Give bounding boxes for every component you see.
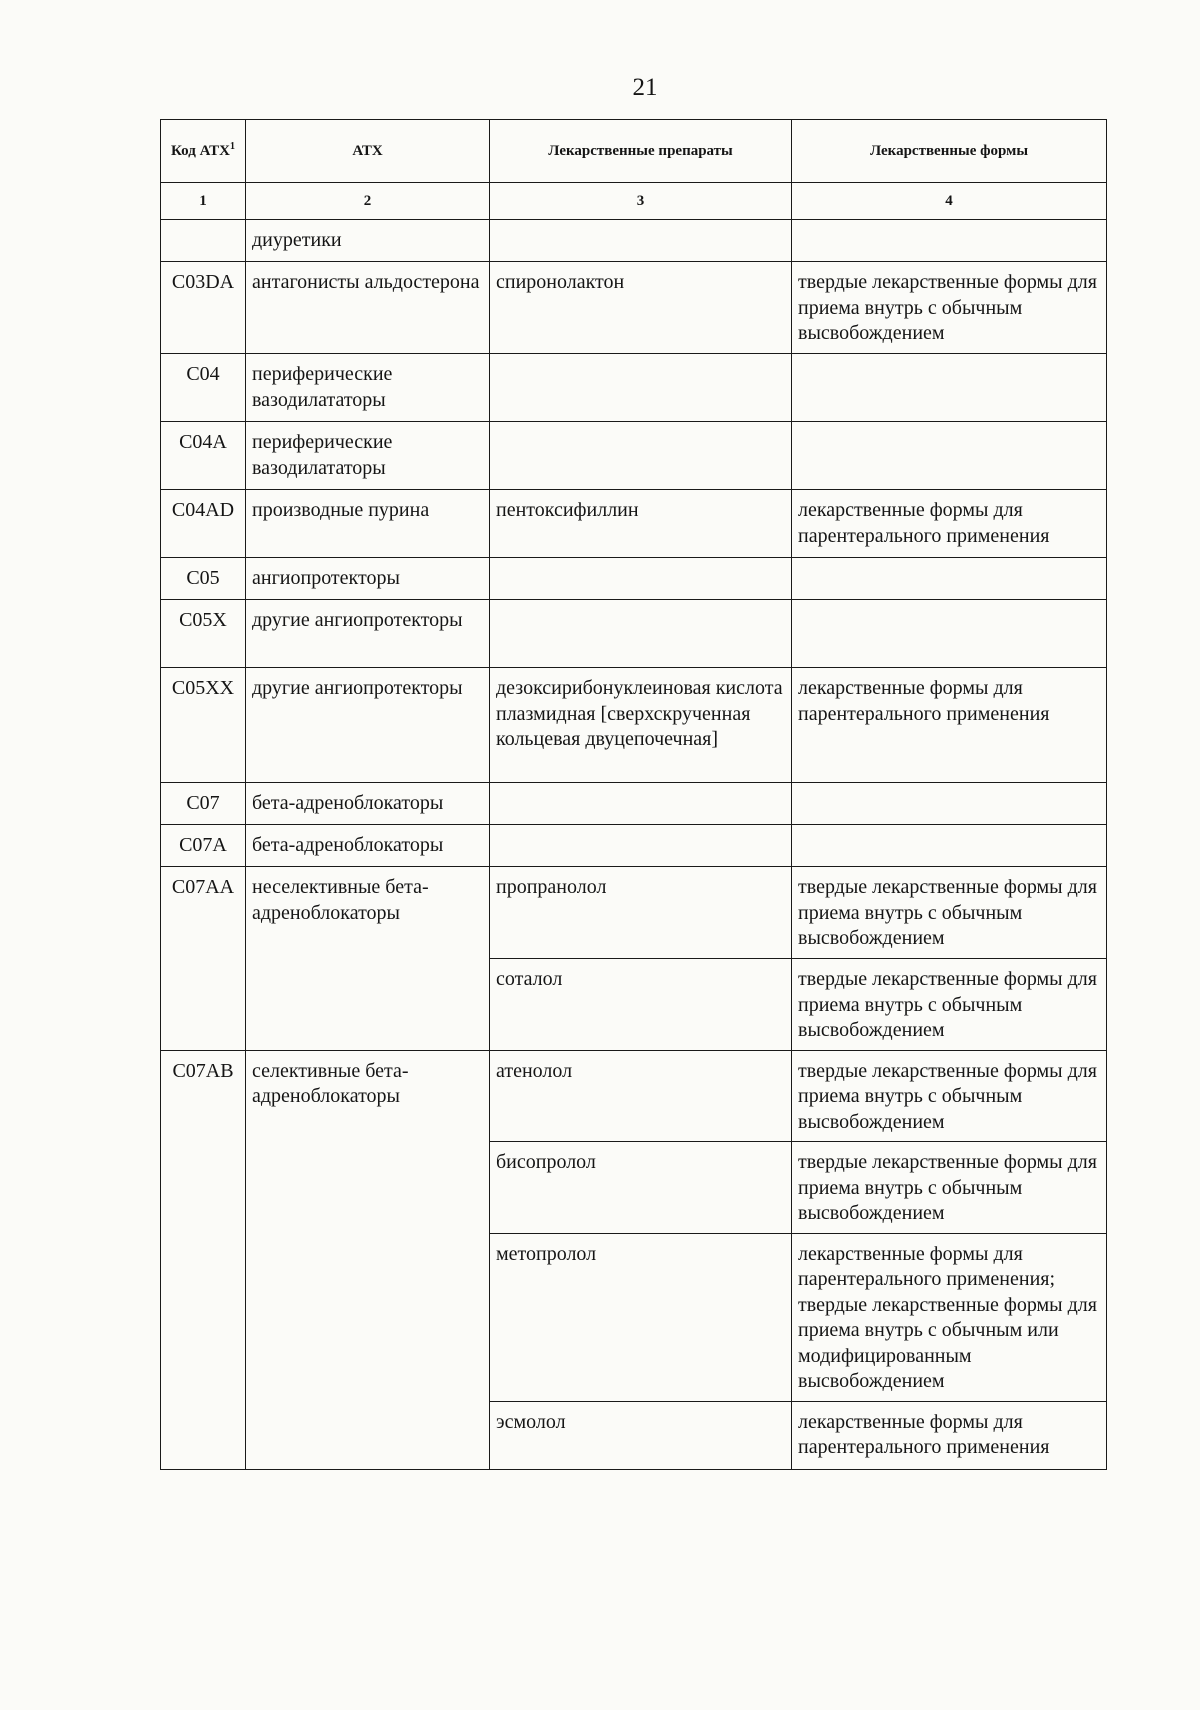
column-number: 4: [792, 183, 1107, 220]
table-row: [161, 558, 1107, 600]
table-row: [161, 354, 1107, 422]
column-number-row: [161, 183, 1107, 220]
atc-name-cell: ангиопротекторы: [246, 558, 490, 600]
drug-cell: [490, 783, 792, 825]
atc-code-cell: C07AA: [161, 867, 246, 1051]
header-code: Код АТХ$^1$: [161, 120, 246, 183]
atc-code-cell: C04AD: [161, 490, 246, 558]
drug-cell: атенолол: [490, 1050, 792, 1142]
drug-cell: эсмолол: [490, 1401, 792, 1469]
drug-cell: [490, 354, 792, 422]
page-number: 21: [632, 74, 658, 101]
atc-name-cell: другие ангиопротекторы: [246, 600, 490, 668]
atc-code-cell: C05XX: [161, 668, 246, 783]
atc-name-cell: неселективные бета-адреноблокаторы: [246, 867, 490, 1051]
table-row: [161, 490, 1107, 558]
form-cell: [792, 220, 1107, 262]
form-cell: лекарственные формы для парентерального применения: [792, 668, 1107, 783]
atc-code-cell: C05X: [161, 600, 246, 668]
table-row: [161, 668, 1107, 783]
form-cell: [792, 422, 1107, 490]
atc-name-cell: периферические вазодилататоры: [246, 422, 490, 490]
header-atc: АТХ: [246, 120, 490, 183]
column-number: 1: [161, 183, 246, 220]
atc-name-cell: другие ангиопротекторы: [246, 668, 490, 783]
atc-table: [160, 119, 1107, 1470]
drug-cell: [490, 600, 792, 668]
drug-cell: [490, 558, 792, 600]
table-row: [161, 600, 1107, 668]
drug-cell: [490, 422, 792, 490]
drug-cell: спиронолактон: [490, 262, 792, 354]
form-cell: твердые лекарственные формы для приема внутрь с обычным высвобождением: [792, 959, 1107, 1051]
atc-code-cell: C07AB: [161, 1050, 246, 1469]
atc-code-cell: C03DA: [161, 262, 246, 354]
atc-code-cell: C05: [161, 558, 246, 600]
table-row: [161, 867, 1107, 959]
column-number: 2: [246, 183, 490, 220]
column-number: 3: [490, 183, 792, 220]
header-drugs: Лекарственные препараты: [490, 120, 792, 183]
table-header-row: [161, 120, 1107, 183]
header-forms: Лекарственные формы: [792, 120, 1107, 183]
drug-cell: [490, 825, 792, 867]
atc-code-cell: C07: [161, 783, 246, 825]
atc-code-cell: C07A: [161, 825, 246, 867]
form-cell: лекарственные формы для парентерального применения: [792, 1401, 1107, 1469]
form-cell: твердые лекарственные формы для приема внутрь с обычным высвобождением: [792, 1142, 1107, 1234]
atc-code-cell: C04A: [161, 422, 246, 490]
form-cell: [792, 600, 1107, 668]
form-cell: [792, 354, 1107, 422]
form-cell: [792, 783, 1107, 825]
form-cell: твердые лекарственные формы для приема внутрь с обычным высвобождением: [792, 867, 1107, 959]
table-body: [161, 220, 1107, 1470]
form-cell: лекарственные формы для парентерального применения; твердые лекарственные формы для приема внутрь с обычным или модифицированным высвобождением: [792, 1233, 1107, 1401]
header-code-footnote: 1: [229, 141, 235, 152]
atc-name-cell: селективные бета-адреноблокаторы: [246, 1050, 490, 1469]
table-row: [161, 783, 1107, 825]
form-cell: твердые лекарственные формы для приема внутрь с обычным высвобождением: [792, 262, 1107, 354]
atc-name-cell: диуретики: [246, 220, 490, 262]
drug-cell: метопролол: [490, 1233, 792, 1401]
drug-cell: дезоксирибонуклеиновая кислота плазмидная [сверхскрученная кольцевая двуцепочечная]: [490, 668, 792, 783]
drug-cell: пентоксифиллин: [490, 490, 792, 558]
atc-name-cell: бета-адреноблокаторы: [246, 783, 490, 825]
atc-name-cell: антагонисты альдостерона: [246, 262, 490, 354]
form-cell: [792, 825, 1107, 867]
table-row: [161, 1050, 1107, 1142]
atc-code-cell: C04: [161, 354, 246, 422]
atc-name-cell: периферические вазодилататоры: [246, 354, 490, 422]
drug-cell: бисопролол: [490, 1142, 792, 1234]
atc-name-cell: производные пурина: [246, 490, 490, 558]
atc-code-cell: [161, 220, 246, 262]
table-row: [161, 262, 1107, 354]
drug-cell: пропранолол: [490, 867, 792, 959]
drug-cell: [490, 220, 792, 262]
drug-cell: соталол: [490, 959, 792, 1051]
table-row: [161, 422, 1107, 490]
form-cell: лекарственные формы для парентерального применения: [792, 490, 1107, 558]
form-cell: твердые лекарственные формы для приема внутрь с обычным высвобождением: [792, 1050, 1107, 1142]
atc-name-cell: бета-адреноблокаторы: [246, 825, 490, 867]
table-row: [161, 825, 1107, 867]
form-cell: [792, 558, 1107, 600]
table-row: [161, 220, 1107, 262]
